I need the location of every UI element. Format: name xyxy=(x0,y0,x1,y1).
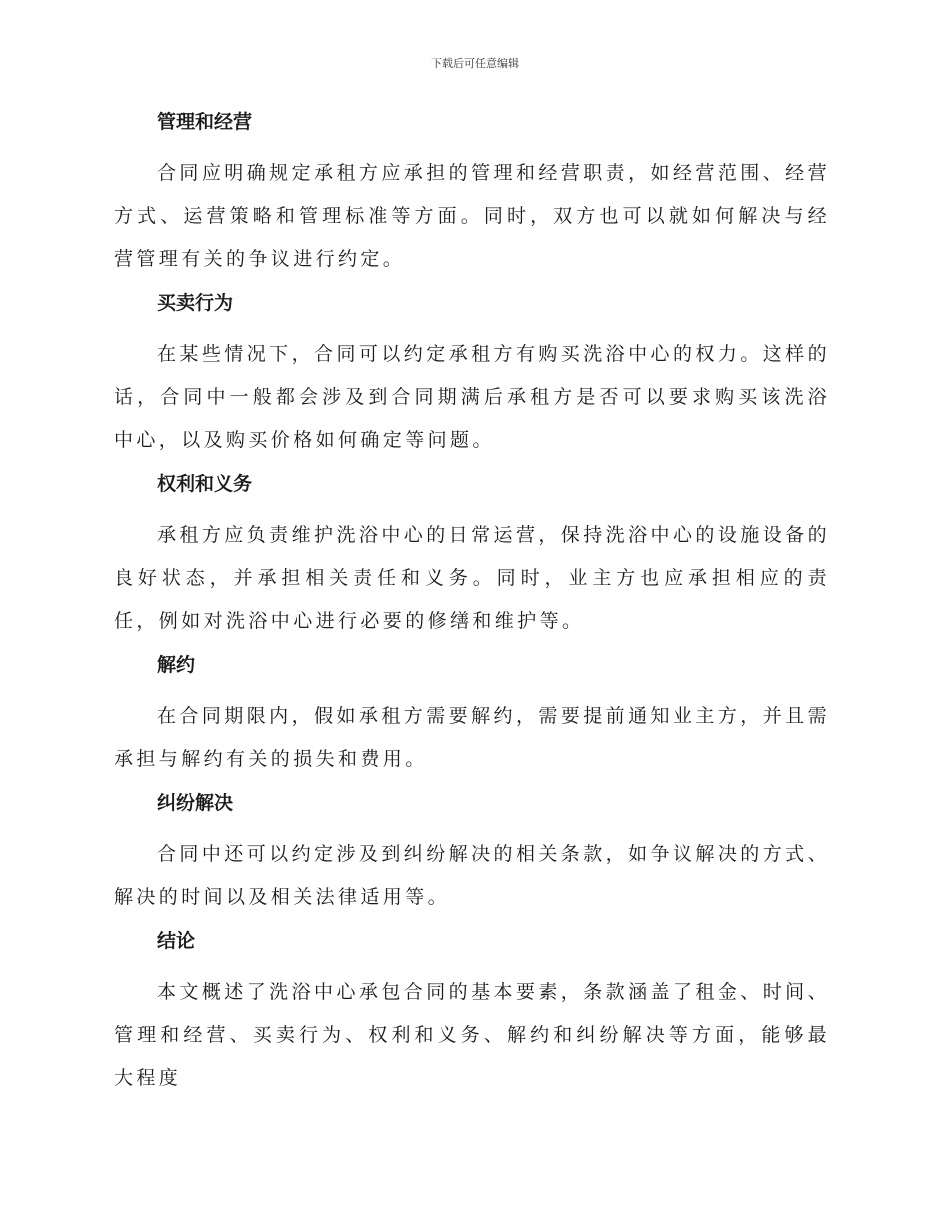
section-heading: 权利和义务 xyxy=(157,473,253,495)
section-management xyxy=(114,108,830,281)
section-purchase xyxy=(114,289,830,462)
page-header: 下载后可任意编辑 xyxy=(431,57,519,70)
section-dispute-resolution xyxy=(114,789,830,919)
section-paragraph: 在合同期限内，假如承租方需要解约，需要提前通知业主方，并且需承担与解约有关的损失和费用。 xyxy=(114,705,830,770)
section-paragraph: 本文概述了洗浴中心承包合同的基本要素，条款涵盖了租金、时间、管理和经营、买卖行为、权利和义务、解约和纠纷解决等方面，能够最大程度 xyxy=(114,981,830,1089)
section-termination xyxy=(114,651,830,781)
section-paragraph: 合同中还可以约定涉及到纠纷解决的相关条款，如争议解决的方式、解决的时间以及相关法律适用等。 xyxy=(114,843,830,908)
section-heading: 结论 xyxy=(157,930,196,952)
section-heading: 管理和经营 xyxy=(157,111,253,133)
section-paragraph: 合同应明确规定承租方应承担的管理和经营职责，如经营范围、经营方式、运营策略和管理标准等方面。同时，双方也可以就如何解决与经营管理有关的争议进行约定。 xyxy=(114,162,830,270)
section-heading: 解约 xyxy=(157,654,196,676)
section-heading: 买卖行为 xyxy=(157,292,234,314)
section-heading: 纠纷解决 xyxy=(157,792,234,814)
section-conclusion xyxy=(114,927,830,1100)
section-rights-obligations xyxy=(114,470,830,643)
section-paragraph: 在某些情况下，合同可以约定承租方有购买洗浴中心的权力。这样的话，合同中一般都会涉及到合同期满后承租方是否可以要求购买该洗浴中心，以及购买价格如何确定等问题。 xyxy=(114,343,830,451)
document-body xyxy=(114,108,830,1108)
section-paragraph: 承租方应负责维护洗浴中心的日常运营，保持洗浴中心的设施设备的良好状态，并承担相关责任和义务。同时，业主方也应承担相应的责任，例如对洗浴中心进行必要的修缮和维护等。 xyxy=(114,524,830,632)
